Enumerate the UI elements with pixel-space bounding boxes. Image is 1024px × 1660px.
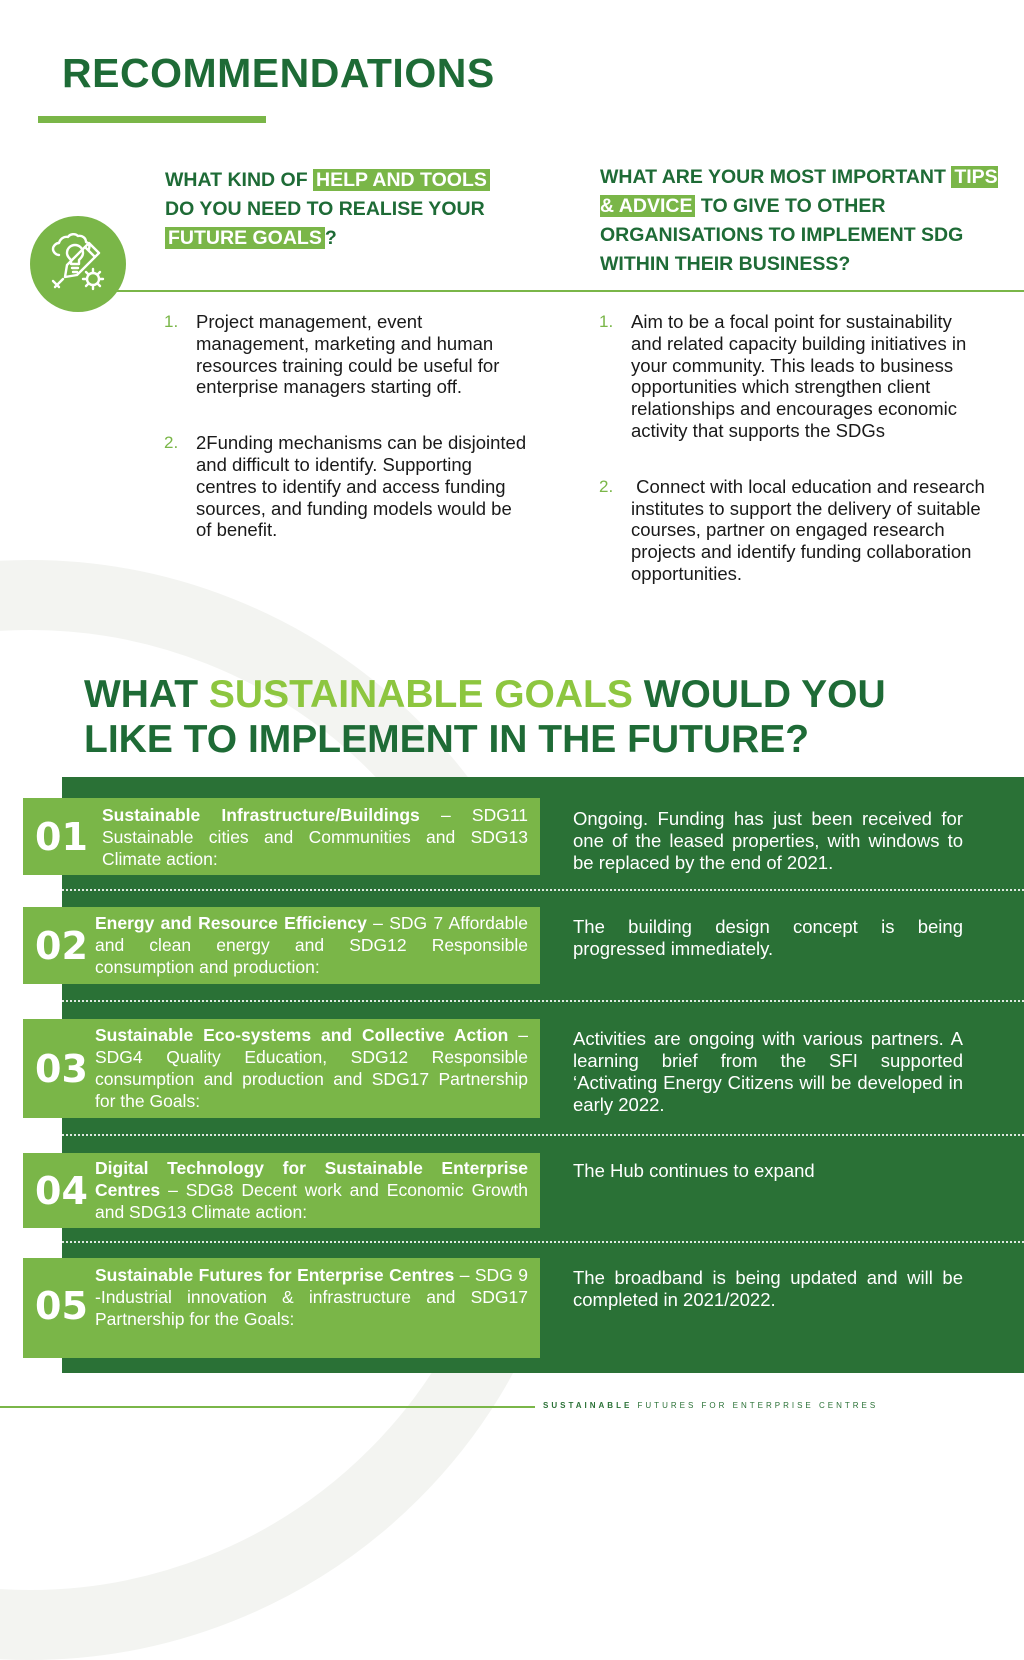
goal-sdgs: – SDG11 Sustainable cities and Communities and SDG13 Climate action: [102, 805, 528, 869]
goal-number: 04 [35, 1169, 88, 1213]
goal-title: Sustainable Infrastructure/Buildings [102, 805, 420, 825]
goal-status-01: Ongoing. Funding has just been received for one of the leased properties, with windows to be replaced by the end of 2021. [573, 808, 963, 873]
heading-text: WHAT [84, 673, 209, 716]
goal-number: 02 [35, 924, 88, 968]
dotted-separator [62, 1134, 1024, 1136]
page-title: RECOMMENDATIONS [62, 50, 495, 96]
list-item [599, 311, 986, 442]
highlight-help-tools: HELP AND TOOLS [313, 169, 490, 191]
list-item [599, 475, 990, 585]
goal-description [95, 912, 528, 978]
goal-description [95, 1024, 528, 1112]
list-item-text: Project management, event management, marketing and human resources training could be useful for enterprise managers starting off. [196, 311, 500, 398]
goal-description [95, 1157, 528, 1223]
question-text: DO YOU NEED TO REALISE YOUR [165, 198, 485, 220]
goal-sdgs: – SDG 9 -Industrial innovation & infrastructure and SDG17 Partnership for the Goals: [95, 1265, 528, 1329]
help-tools-question [165, 166, 515, 253]
question-text: WHAT KIND OF [165, 169, 314, 191]
title-underline [38, 116, 266, 123]
list-item-text: Aim to be a focal point for sustainability and related capacity building initiatives in your community. This leads to business opportunities which strengthen client relationships and encourages economic activity that supports the SDGs [631, 311, 967, 441]
dotted-separator [62, 1000, 1024, 1002]
help-tools-list [164, 311, 531, 541]
goal-number: 03 [35, 1047, 88, 1091]
goal-number: 01 [35, 815, 88, 859]
goal-status-02: The building design concept is being progressed immediately. [573, 916, 963, 959]
footer-rest: FUTURES FOR ENTERPRISE CENTRES [632, 1401, 879, 1410]
dotted-separator [62, 1241, 1024, 1243]
goal-box-05 [23, 1258, 540, 1358]
tips-advice-question [600, 163, 1000, 279]
footer-rule [0, 1406, 535, 1408]
goal-description [95, 1264, 528, 1330]
goal-description [102, 804, 528, 870]
goal-status-04: The Hub continues to expand [573, 1160, 815, 1181]
goal-title: Sustainable Eco-systems and Collective Action [95, 1025, 509, 1045]
list-item [164, 311, 531, 398]
tips-advice-list [599, 311, 990, 585]
goal-title: Energy and Resource Efficiency [95, 913, 367, 933]
goal-box-04 [23, 1153, 540, 1228]
heading-accent: SUSTAINABLE GOALS [208, 673, 633, 716]
highlight-tips-advice: TIPS & ADVICE [600, 166, 998, 217]
goal-box-01 [23, 798, 540, 875]
list-number: 2. [164, 433, 179, 453]
list-item [164, 432, 531, 541]
ideas-tools-icon [30, 216, 126, 312]
list-number: 2. [599, 476, 614, 496]
goal-status-05: The broadband is being updated and will be completed in 2021/2022. [573, 1267, 963, 1310]
question-text: ? [324, 227, 337, 249]
footer-brand [543, 1401, 878, 1410]
goal-box-02 [23, 907, 540, 984]
list-item-text: Connect with local education and research institutes to support the delivery of suitable courses, partner on engaged research projects and identify funding collaboration opportunities. [631, 475, 990, 584]
goal-number: 05 [35, 1284, 88, 1328]
list-number: 1. [599, 312, 614, 331]
section-divider [95, 290, 1024, 292]
list-number: 1. [164, 312, 179, 331]
question-text: TO GIVE TO OTHER ORGANISATIONS TO IMPLEMENT SDG WITHIN THEIR BUSINESS? [600, 195, 964, 275]
goals-heading [84, 672, 964, 762]
goal-title: Sustainable Futures for Enterprise Centres [95, 1265, 455, 1285]
footer-bold: SUSTAINABLE [543, 1401, 633, 1410]
heading-text: WOULD YOU LIKE TO IMPLEMENT IN THE FUTURE? [84, 673, 886, 761]
list-item-text: 2Funding mechanisms can be disjointed and difficult to identify. Supporting centres to identify and access funding sources, and funding models would be of benefit. [196, 432, 527, 541]
goal-box-03 [23, 1019, 540, 1118]
goal-title: Digital Technology for Sustainable Enterprise Centres [95, 1158, 528, 1200]
goal-sdgs: – SDG 7 Affordable and clean energy and SDG12 Responsible consumption and production: [95, 913, 528, 977]
goal-sdgs: – SDG8 Decent work and Economic Growth and SDG13 Climate action: [95, 1180, 528, 1222]
goal-sdgs: – SDG4 Quality Education, SDG12 Responsible consumption and production and SDG17 Partnership for the Goals: [95, 1025, 528, 1111]
goal-status-03: Activities are ongoing with various partners. A learning brief from the SFI supported ‘Activating Energy Citizens will be developed in early 2022. [573, 1028, 963, 1115]
highlight-future-goals: FUTURE GOALS [165, 227, 325, 249]
question-text: WHAT ARE YOUR MOST IMPORTANT [600, 166, 952, 188]
dotted-separator [62, 889, 1024, 891]
